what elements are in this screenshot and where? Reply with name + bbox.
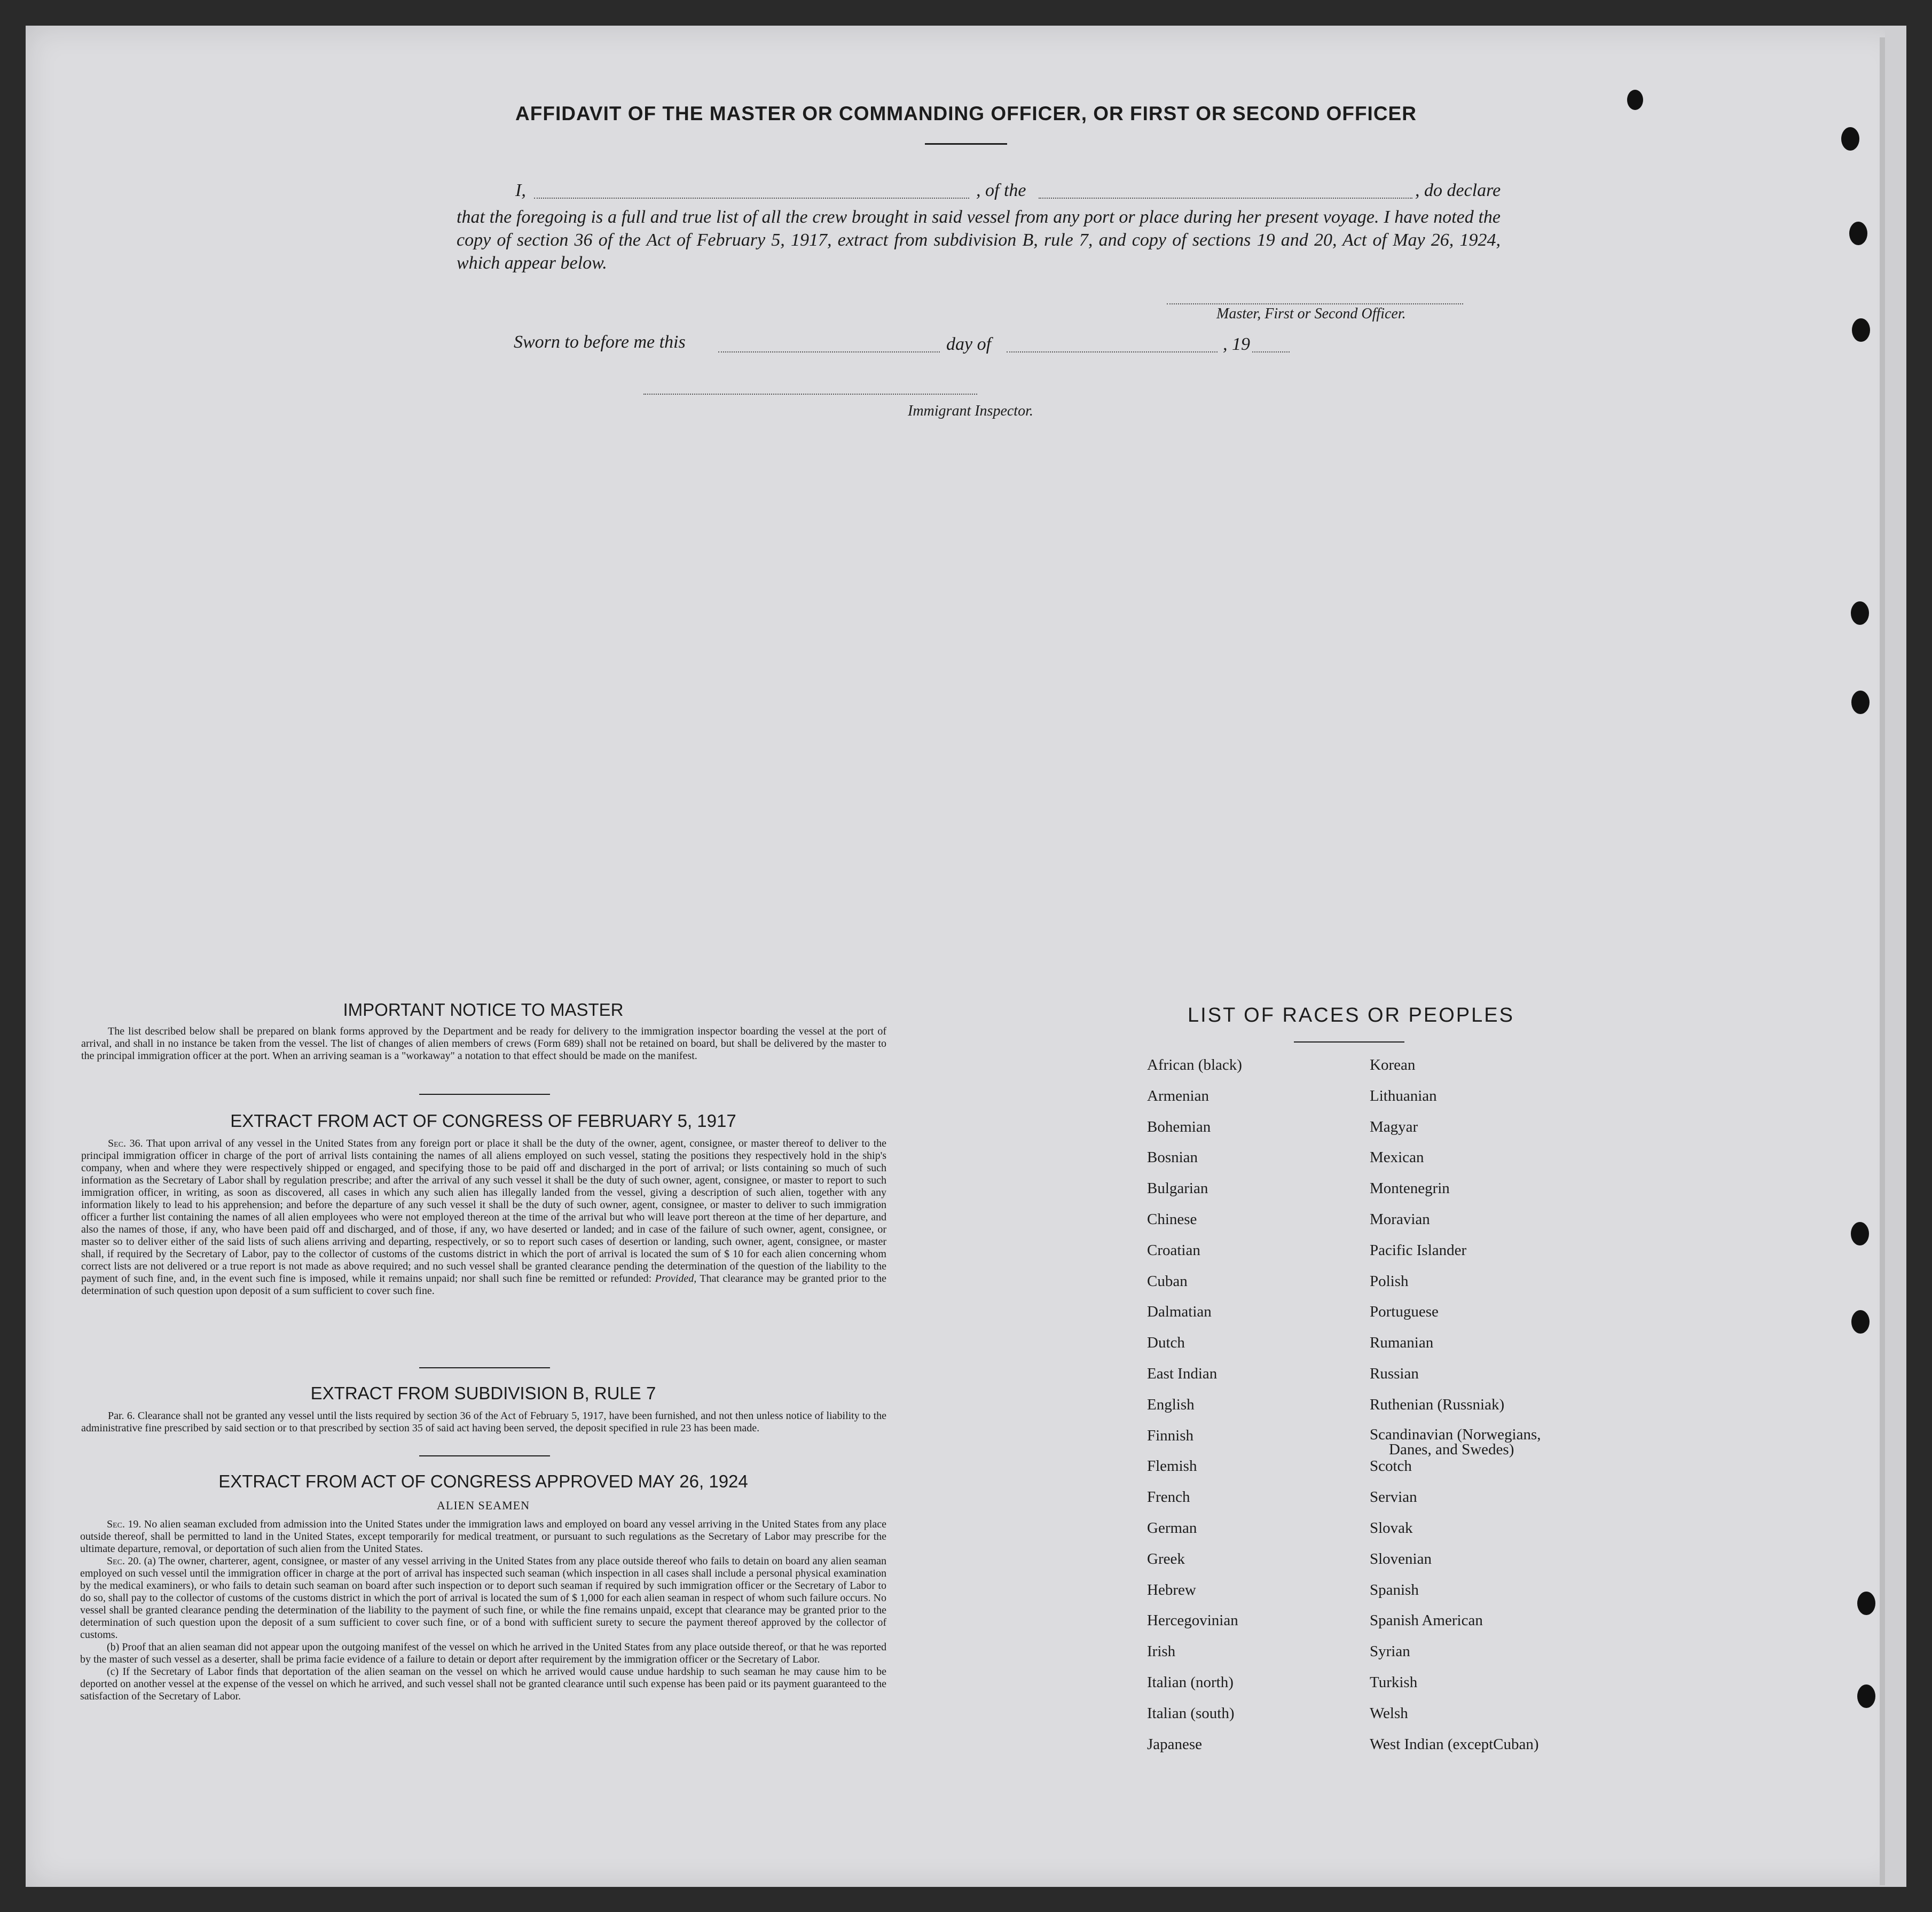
section-20b-text: (b) Proof that an alien seaman did not appear upon the outgoing manifest of the vessel on which he arrived in the United States from any place outside thereof, or that he was reported by the master of such vessel as a deserter, shall be prima facie evidence of a failure to detain or deport after requirement by the immigration officer or the Secretary of Labor. [80, 1641, 886, 1665]
race-item: Chinese [1147, 1210, 1197, 1228]
extract-1917-title: EXTRACT FROM ACT OF CONGRESS OF FEBRUARY 5, 1917 [230, 1111, 736, 1131]
race-item: West Indian (exceptCuban) [1370, 1735, 1539, 1753]
races-right-column [1370, 1056, 1541, 1766]
rule7-text [81, 1410, 886, 1435]
section-label: Sec. 19. [107, 1518, 142, 1530]
day-of-label: day of [946, 334, 992, 354]
inspector-signature-label: Immigrant Inspector. [908, 403, 1033, 419]
section-label: Sec. 36. [108, 1138, 143, 1149]
race-item: Pacific Islander [1370, 1241, 1467, 1259]
section-divider [419, 1094, 550, 1095]
extract-1924-title: EXTRACT FROM ACT OF CONGRESS APPROVED MAY 26, 1924 [218, 1471, 748, 1491]
race-item: Syrian [1370, 1643, 1410, 1660]
race-item: Dutch [1147, 1334, 1185, 1352]
race-item: Finnish [1147, 1427, 1194, 1444]
sworn-day-field[interactable] [718, 351, 940, 352]
vessel-name-field[interactable] [1039, 198, 1412, 199]
race-item: Italian (south) [1147, 1704, 1235, 1722]
race-item: Scotch [1370, 1457, 1412, 1475]
race-item: Danes, and Swedes) [1389, 1440, 1514, 1458]
races-left-column [1147, 1056, 1242, 1766]
race-item: Flemish [1147, 1457, 1197, 1475]
section-19-text: No alien seaman excluded from admission into the United States under the immigration laws and employed on board any vessel arriving in the United States from any place outside thereof, shall be permitted to land in the United States, except temporarily for medical treatment, or pursuant to such regulations as the Secretary of Labor may prescribe for the ultimate departure, removal, or deportation of such alien from the United States. [80, 1518, 886, 1555]
extract-1917-text [81, 1138, 886, 1297]
inspector-signature-field[interactable] [643, 394, 977, 395]
officer-signature-field[interactable] [1167, 303, 1463, 304]
race-item: Scandinavian (Norwegians, [1370, 1425, 1541, 1443]
of-the-label: , of the [976, 181, 1026, 200]
alien-seamen-subtitle: ALIEN SEAMEN [437, 1499, 530, 1512]
race-item: Greek [1147, 1550, 1185, 1568]
race-item: Moravian [1370, 1210, 1430, 1228]
sworn-month-field[interactable] [1007, 351, 1218, 352]
page-edge [1880, 37, 1885, 1885]
race-item: English [1147, 1396, 1195, 1413]
binder-hole [1841, 127, 1859, 151]
sworn-year-field[interactable] [1252, 351, 1290, 352]
binder-hole [1851, 601, 1869, 625]
race-item: Hebrew [1147, 1581, 1196, 1598]
officer-signature-label: Master, First or Second Officer. [1216, 305, 1406, 322]
sworn-label: Sworn to before me this [514, 332, 686, 352]
race-item: Portuguese [1370, 1303, 1439, 1321]
notice-paragraph: The list described below shall be prepared on blank forms approved by the Department and be ready for delivery to the immigration inspector boarding the vessel at the port of arrival, and shall in no instance be taken from the vessel. The list of changes of alien members of crews (Form 689) shall not be retained on board, but shall be delivered by the master to the principal immigration officer at the port. When an arriving seaman is a "workaway" a notation to that effect should be made on the manifest. [81, 1025, 886, 1062]
affidavit-body: that the foregoing is a full and true list of all the crew brought in said vessel from any port or place during her present voyage. I have noted the copy of section 36 of the Act of February 5, 1917, extract from subdivision B, rule 7, and copy of sections 19 and 20, Act of May 26, 1924, which appear below. [457, 207, 1501, 273]
proviso-text: That clearance may be granted prior to the determination of such question upon deposit of a sum sufficient to cover such fine. [81, 1273, 887, 1297]
section-20c-text: (c) If the Secretary of Labor finds that deportation of the alien seaman on the vessel on which he arrived would cause undue hardship to such seaman he may cause him to be deported on another vessel at the expense of the vessel on which he arrived, and such vessel shall not be granted clearance until such expense has been paid or its payment guaranteed to the satisfaction of the Secretary of Labor. [80, 1666, 886, 1702]
do-declare-label: , do declare [1415, 181, 1501, 200]
section-36-text: That upon arrival of any vessel in the United States from any foreign port or place it shall be the duty of the owner, agent, consignee, or master thereof to deliver to the principal immigration officer in charge of the port of arrival lists containing the names of all aliens employed on such vessel, stating the positions they respectively hold in the ship's company, when and where they were respectively shipped or engaged, and specifying those to be paid off and discharged in the port of arrival; or lists containing so much of such information as the Secretary of Labor shall by regulation prescribe; and after the arrival of any such vessel it shall be the duty of such owner, agent, consignee, or master to report to such immigration officer, in writing, as soon as discovered, all cases in which any such alien has illegally landed from the vessel, giving a description of such alien, together with any information likely to lead to his apprehension; and before the departure of any such vessel it shall be the duty of such owner, agent, consignee, or master to deliver to such immigration officer a further list containing the names of all alien employees who were not employed thereon at the time of the arrival but who will leave port thereon at the time of her departure, and also the names of those, if any, who have been paid off and discharged, and of those, if any, wo have deserted or landed; and in case of the failure of such owner, agent, consignee, or master so to deliver either of the said lists of such aliens arriving and departing, respectively, or so to report such cases of desertion or landing, such owner, agent, consignee, or master shall, if required by the Secretary of Labor, pay to the collector of customs of the customs district in which the port of arrival is located the sum of $ 10 for each alien concerning whom correct lists are not delivered or a true report is not made as above required; and no such vessel shall be granted clearance pending the determination of the question of the liability to the payment of such fine, and, in the event such fine is imposed, while it remains unpaid; nor shall such fine be remitted or refunded: [81, 1138, 887, 1284]
binder-hole [1851, 1222, 1869, 1245]
race-item: Bosnian [1147, 1149, 1198, 1166]
title-underline [925, 143, 1007, 145]
race-item: Welsh [1370, 1704, 1408, 1722]
race-item: Turkish [1370, 1673, 1418, 1691]
race-item: Spanish [1370, 1581, 1419, 1598]
race-item: Dalmatian [1147, 1303, 1212, 1321]
section-20a-text: (a) The owner, charterer, agent, consignee, or master of any vessel arriving in the United States from any place outside thereof who fails to detain on board any alien seaman employed on such vessel until the immigration officer in charge at the port of arrival has inspected such seaman (which inspection in all cases shall include a personal physical examination by the medical examiners), or who fails to detain such seaman on board after such inspection or to deport such seaman if required by such immigration officer or the Secretary of Labor to do so, shall pay to the collector of customs of the customs district in which the port of arrival is located the sum of $ 1,000 for each alien seaman in respect of whom such failure occurs. No vessel shall be granted clearance pending the determination of the liability to the payment of such fine, or while the fine remains unpaid, except that clearance may be granted prior to the determination of such question upon the deposit of a sum sufficient to cover such fine, or of a bond with sufficient surety to secure the payment thereof approved by the collector of customs. [80, 1555, 886, 1641]
race-item: Mexican [1370, 1149, 1424, 1166]
races-title: LIST OF RACES OR PEOPLES [1188, 1004, 1514, 1026]
race-item: Polish [1370, 1272, 1409, 1290]
rule7-title: EXTRACT FROM SUBDIVISION B, RULE 7 [310, 1383, 656, 1403]
section-divider [419, 1367, 550, 1368]
binder-hole [1852, 318, 1870, 342]
race-item: African (black) [1147, 1056, 1242, 1073]
rule7-paragraph: Par. 6. Clearance shall not be granted any vessel until the lists required by section 36 of the Act of February 5, 1917, have been furnished, and not then unless notice of liability to the administrative fine prescribed by said section or to that prescribed by section 35 of said act having been served, the deposit specified in rule 23 has been made. [81, 1410, 886, 1434]
extract-1924-text [80, 1518, 886, 1703]
race-item: Spanish American [1370, 1612, 1483, 1629]
race-item: Ruthenian (Russniak) [1370, 1396, 1505, 1413]
race-item: Bohemian [1147, 1118, 1211, 1135]
binder-hole [1851, 691, 1870, 714]
race-item: Servian [1370, 1488, 1417, 1506]
race-item: Russian [1370, 1365, 1419, 1382]
race-item: Slovak [1370, 1519, 1413, 1537]
race-item: Japanese [1147, 1735, 1203, 1753]
page-right-edge [1885, 26, 1906, 1887]
race-item: Magyar [1370, 1118, 1418, 1135]
binder-hole [1851, 1310, 1870, 1334]
race-item: Rumanian [1370, 1334, 1434, 1352]
race-item: Armenian [1147, 1087, 1209, 1104]
race-item: Italian (north) [1147, 1673, 1234, 1691]
race-item: Hercegovinian [1147, 1612, 1238, 1629]
race-item: Bulgarian [1147, 1180, 1208, 1197]
declarant-label: I, [515, 181, 526, 200]
affidavit-title: AFFIDAVIT OF THE MASTER OR COMMANDING OFFICER, OR FIRST OR SECOND OFFICER [515, 103, 1417, 124]
races-title-underline [1294, 1041, 1404, 1043]
binder-hole [1857, 1592, 1875, 1615]
race-item: German [1147, 1519, 1197, 1537]
binder-hole [1857, 1684, 1875, 1708]
binder-hole [1849, 222, 1867, 245]
race-item: Cuban [1147, 1272, 1188, 1290]
declarant-name-field[interactable] [534, 198, 969, 199]
notice-text [81, 1025, 886, 1062]
race-item: Irish [1147, 1643, 1176, 1660]
race-item: Lithuanian [1370, 1087, 1437, 1104]
section-label: Sec. 20. [107, 1555, 142, 1567]
year-label: , 19 [1223, 334, 1250, 354]
proviso-label: Provided, [655, 1273, 697, 1284]
race-item: French [1147, 1488, 1190, 1506]
race-item: Montenegrin [1370, 1180, 1450, 1197]
section-divider [419, 1455, 550, 1456]
race-item: Croatian [1147, 1241, 1200, 1259]
race-item: Korean [1370, 1056, 1416, 1073]
race-item: Slovenian [1370, 1550, 1432, 1568]
notice-title: IMPORTANT NOTICE TO MASTER [343, 1000, 624, 1020]
race-item: East Indian [1147, 1365, 1218, 1382]
